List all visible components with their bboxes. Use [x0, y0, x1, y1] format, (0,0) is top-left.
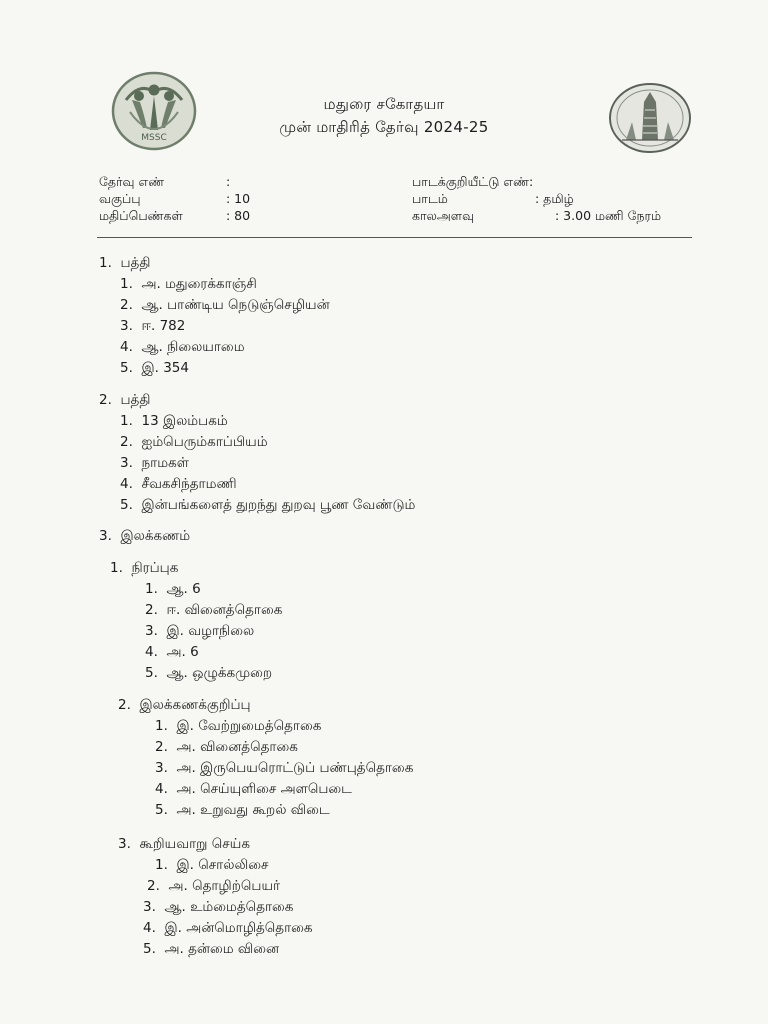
item-answer: ஈ. 782 [141, 318, 186, 334]
subject-label: பாடம் [412, 191, 448, 206]
item-number: 5. [120, 497, 133, 513]
list-item [143, 899, 293, 917]
subsection-title: நிரப்புக [131, 560, 179, 576]
item-number: 1. [145, 581, 158, 597]
list-item [155, 781, 352, 799]
item-answer: நாமகள் [141, 455, 189, 471]
section-number: 1. [99, 255, 112, 271]
subsection-number: 3. [118, 836, 131, 852]
item-answer: இ. சொல்லிசை [176, 857, 269, 873]
item-answer: இ. வேற்றுமைத்தொகை [176, 718, 322, 734]
list-item [155, 802, 330, 820]
list-item [120, 339, 245, 357]
list-item [155, 718, 321, 736]
item-answer: அ. வினைத்தொகை [176, 739, 298, 755]
section-title: இலக்கணம் [120, 528, 191, 544]
list-item [145, 581, 201, 599]
exam-title: முன் மாதிரித் தேர்வு 2024-25 [279, 118, 489, 136]
item-number: 4. [145, 644, 158, 660]
list-item [155, 760, 413, 778]
item-number: 3. [120, 455, 133, 471]
item-number: 5. [155, 802, 168, 818]
item-number: 4. [120, 339, 133, 355]
item-answer: ஆ. பாண்டிய நெடுஞ்செழியன் [141, 297, 330, 313]
item-number: 2. [120, 297, 133, 313]
item-answer: அ. மதுரைக்காஞ்சி [141, 276, 257, 292]
item-number: 4. [155, 781, 168, 797]
item-answer: அ. இருபெயரொட்டுப் பண்புத்தொகை [176, 760, 414, 776]
item-answer: ஆ. ஒழுக்கமுறை [166, 665, 273, 681]
item-number: 3. [120, 318, 133, 334]
list-item [143, 941, 279, 959]
item-number: 3. [145, 623, 158, 639]
list-item [120, 297, 330, 315]
list-item [145, 623, 254, 641]
list-item [155, 739, 298, 757]
subject-value: : தமிழ் [535, 191, 574, 206]
item-answer: அ. தன்மை வினை [164, 941, 280, 957]
item-number: 1. [155, 857, 168, 873]
item-number: 4. [120, 476, 133, 492]
duration-value: : 3.00 மணி நேரம் [555, 208, 662, 223]
marks-value: : 80 [226, 208, 251, 223]
list-item [120, 476, 237, 494]
item-answer: ஆ. நிலையாமை [141, 339, 245, 355]
exam-no-value: : [226, 174, 231, 189]
item-number: 2. [120, 434, 133, 450]
list-item [120, 318, 185, 336]
marks-label: மதிப்பெண்கள் [99, 208, 183, 223]
item-number: 1. [120, 276, 133, 292]
item-number: 1. [155, 718, 168, 734]
logo-text: MSSC [141, 133, 167, 143]
item-number: 4. [143, 920, 156, 936]
exam-no-label: தேர்வு எண் [99, 174, 165, 189]
item-answer: சீவகசிந்தாமணி [141, 476, 237, 492]
item-answer: இன்பங்களைத் துறந்து துறவு பூண வேண்டும் [141, 497, 416, 513]
item-answer: ஈ. வினைத்தொகை [166, 602, 283, 618]
section-number: 3. [99, 528, 112, 544]
item-answer: இ. அன்மொழித்தொகை [164, 920, 313, 936]
subject-code-label: பாடக்குறியீட்டு எண்: [412, 174, 534, 189]
item-number: 5. [120, 360, 133, 376]
item-answer: 13 இலம்பகம் [141, 413, 228, 429]
list-item [143, 920, 313, 938]
subsection-number: 2. [118, 697, 131, 713]
list-item [120, 276, 257, 294]
subsection-2-heading [118, 697, 251, 715]
item-number: 2. [155, 739, 168, 755]
header-divider [97, 237, 692, 238]
item-number: 3. [155, 760, 168, 776]
section-title: பத்தி [120, 392, 151, 408]
item-number: 2. [147, 878, 160, 894]
duration-label: காலஅளவு [412, 208, 475, 223]
list-item [145, 665, 272, 683]
list-item [120, 360, 189, 378]
list-item [145, 644, 199, 662]
subsection-3-heading [118, 836, 250, 854]
subsection-title: கூறியவாறு செய்க [139, 836, 250, 852]
class-value: : 10 [226, 191, 251, 206]
item-number: 3. [143, 899, 156, 915]
item-number: 5. [143, 941, 156, 957]
list-item [120, 413, 228, 431]
section-2-heading [99, 392, 150, 410]
item-answer: ஆ. உம்மைத்தொகை [164, 899, 294, 915]
list-item [120, 455, 189, 473]
item-answer: அ. உறுவது கூறல் விடை [176, 802, 330, 818]
subsection-number: 1. [110, 560, 123, 576]
item-answer: ஆ. 6 [166, 581, 201, 597]
item-number: 2. [145, 602, 158, 618]
subsection-1-heading [110, 560, 178, 578]
item-number: 1. [120, 413, 133, 429]
list-item [147, 878, 280, 896]
section-3-heading [99, 528, 190, 546]
section-title: பத்தி [120, 255, 151, 271]
item-number: 5. [145, 665, 158, 681]
item-answer: அ. செய்யுளிசை அளபெடை [176, 781, 352, 797]
list-item [155, 857, 268, 875]
school-name: மதுரை சகோதயா [323, 95, 445, 113]
section-1-heading [99, 255, 150, 273]
item-answer: இ. வழாநிலை [166, 623, 255, 639]
item-answer: ஐம்பெரும்காப்பியம் [141, 434, 268, 450]
list-item [120, 434, 268, 452]
list-item [120, 497, 415, 515]
item-answer: அ. தொழிற்பெயர் [168, 878, 281, 894]
class-label: வகுப்பு [99, 191, 141, 206]
subsection-title: இலக்கணக்குறிப்பு [139, 697, 251, 713]
item-answer: அ. 6 [166, 644, 199, 660]
list-item [145, 602, 282, 620]
section-number: 2. [99, 392, 112, 408]
item-answer: இ. 354 [141, 360, 189, 376]
